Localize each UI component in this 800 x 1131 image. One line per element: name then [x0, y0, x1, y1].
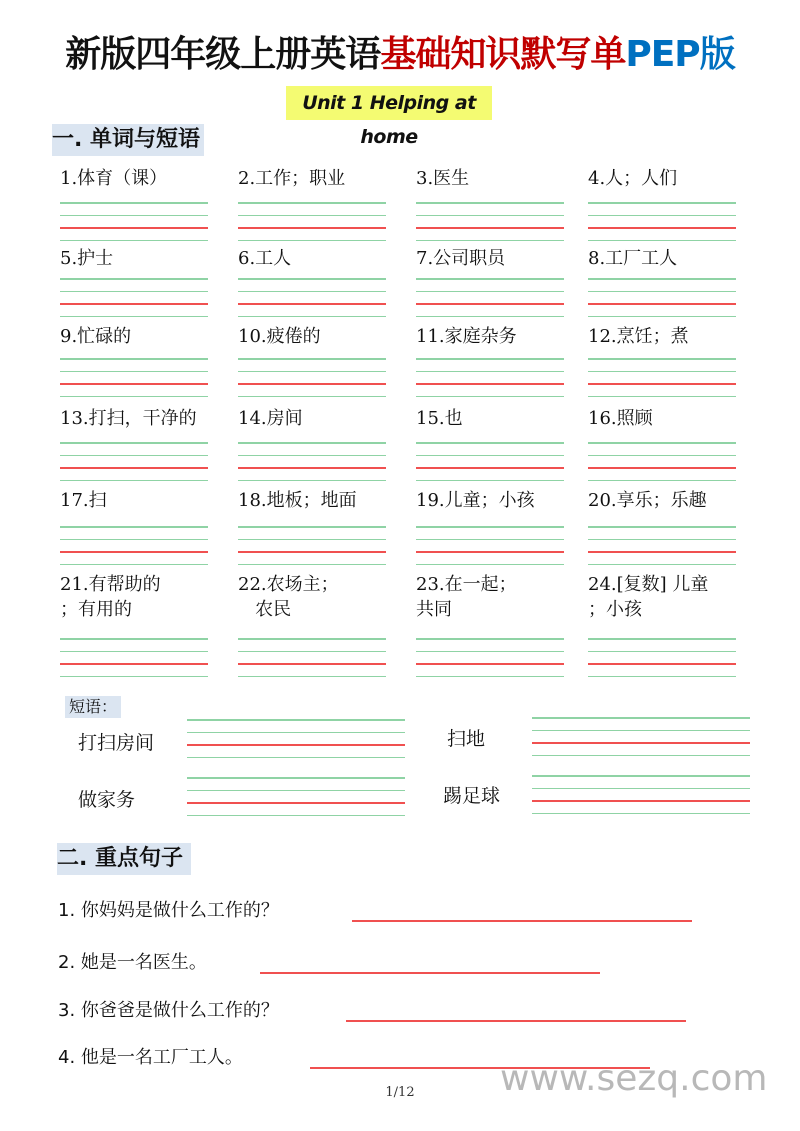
answer-line[interactable]: [346, 1020, 686, 1022]
writing-line: [60, 215, 208, 217]
writing-line: [588, 676, 736, 678]
word-item: [588, 166, 738, 216]
writing-line: [60, 539, 208, 541]
answer-line[interactable]: [352, 920, 692, 922]
page-number: 1/12: [385, 1085, 415, 1100]
word-item: [588, 246, 738, 296]
writing-line: [416, 316, 564, 318]
writing-lines[interactable]: [416, 638, 564, 688]
word-prompt: 23.在一起； 共同: [416, 574, 517, 620]
word-prompt: 5.护士: [60, 248, 114, 269]
writing-line: [187, 802, 405, 804]
writing-lines[interactable]: [588, 526, 736, 576]
writing-line: [416, 564, 564, 566]
writing-line: [238, 539, 386, 541]
phrase-writing-lines[interactable]: [532, 775, 750, 825]
writing-lines[interactable]: [60, 526, 208, 576]
word-prompt: 1.体育（课）: [60, 168, 168, 189]
writing-line: [60, 564, 208, 566]
writing-line: [416, 215, 564, 217]
writing-line: [238, 480, 386, 482]
writing-line: [60, 480, 208, 482]
word-prompt: 16.照顾: [588, 408, 653, 429]
word-item: [60, 246, 210, 296]
word-item: [416, 488, 566, 538]
writing-line: [416, 539, 564, 541]
writing-lines[interactable]: [60, 278, 208, 328]
writing-line: [532, 788, 750, 790]
word-prompt: 8.工厂工人: [588, 248, 678, 269]
writing-lines[interactable]: [238, 638, 386, 688]
writing-line: [60, 442, 208, 444]
phrase-prompt: 踢足球: [443, 785, 501, 807]
writing-line: [588, 539, 736, 541]
writing-line: [60, 651, 208, 653]
writing-line: [60, 663, 208, 665]
writing-line: [238, 663, 386, 665]
writing-lines[interactable]: [60, 202, 208, 252]
writing-line: [60, 551, 208, 553]
writing-line: [416, 480, 564, 482]
writing-line: [238, 227, 386, 229]
writing-lines[interactable]: [416, 442, 564, 492]
writing-line: [60, 638, 208, 640]
phrase-prompt: 扫地: [447, 728, 486, 750]
writing-line: [588, 467, 736, 469]
word-item: [60, 488, 210, 538]
word-prompt: 3.医生: [416, 168, 470, 189]
writing-line: [238, 383, 386, 385]
sentence-prompt: 1. 你妈妈是做什么工作的？: [58, 900, 279, 921]
word-item: [238, 166, 388, 216]
writing-line: [588, 638, 736, 640]
writing-line: [238, 371, 386, 373]
writing-line: [60, 278, 208, 280]
word-prompt: 14.房间: [238, 408, 303, 429]
word-item: [60, 324, 210, 374]
word-prompt: 2.工作；职业: [238, 168, 346, 189]
writing-line: [60, 316, 208, 318]
writing-line: [187, 744, 405, 746]
word-prompt: 6.工人: [238, 248, 292, 269]
word-item: [588, 572, 738, 622]
section2-heading: 二. 重点句子: [57, 843, 191, 875]
writing-lines[interactable]: [416, 278, 564, 328]
word-item: [416, 324, 566, 374]
writing-line: [532, 800, 750, 802]
writing-line: [588, 383, 736, 385]
writing-line: [416, 651, 564, 653]
writing-lines[interactable]: [238, 526, 386, 576]
writing-line: [588, 202, 736, 204]
word-prompt: 7.公司职员: [416, 248, 506, 269]
writing-line: [416, 240, 564, 242]
writing-line: [416, 396, 564, 398]
writing-lines[interactable]: [60, 442, 208, 492]
word-item: [238, 324, 388, 374]
writing-line: [588, 215, 736, 217]
writing-line: [60, 467, 208, 469]
writing-lines[interactable]: [416, 526, 564, 576]
writing-line: [416, 442, 564, 444]
writing-lines[interactable]: [588, 442, 736, 492]
writing-line: [60, 291, 208, 293]
writing-line: [60, 676, 208, 678]
phrase-prompt: 做家务: [78, 789, 136, 811]
writing-line: [588, 396, 736, 398]
writing-line: [238, 303, 386, 305]
word-prompt: 10.疲倦的: [238, 326, 321, 347]
writing-line: [238, 278, 386, 280]
writing-line: [416, 383, 564, 385]
writing-lines[interactable]: [416, 358, 564, 408]
writing-line: [416, 202, 564, 204]
writing-line: [238, 564, 386, 566]
writing-line: [416, 551, 564, 553]
writing-line: [238, 316, 386, 318]
writing-line: [532, 755, 750, 757]
writing-line: [238, 526, 386, 528]
writing-line: [588, 240, 736, 242]
writing-line: [238, 551, 386, 553]
word-prompt: 24.[复数] 儿童 ；小孩: [588, 574, 709, 620]
writing-lines[interactable]: [60, 638, 208, 688]
writing-line: [60, 303, 208, 305]
writing-line: [238, 676, 386, 678]
writing-line: [532, 742, 750, 744]
answer-line[interactable]: [260, 972, 600, 974]
word-prompt: 20.享乐；乐趣: [588, 490, 707, 511]
word-item: [416, 406, 566, 456]
phrases-label: 短语：: [65, 696, 121, 718]
word-prompt: 19.儿童；小孩: [416, 490, 535, 511]
writing-line: [187, 790, 405, 792]
word-item: [238, 572, 388, 622]
word-item: [588, 406, 738, 456]
writing-line: [60, 358, 208, 360]
writing-lines[interactable]: [60, 358, 208, 408]
writing-line: [588, 551, 736, 553]
writing-line: [588, 480, 736, 482]
writing-lines[interactable]: [416, 202, 564, 252]
writing-lines[interactable]: [588, 638, 736, 688]
writing-line: [588, 358, 736, 360]
writing-line: [588, 526, 736, 528]
writing-line: [60, 240, 208, 242]
word-item: [416, 246, 566, 296]
writing-line: [416, 467, 564, 469]
writing-line: [416, 455, 564, 457]
writing-lines[interactable]: [238, 278, 386, 328]
word-prompt: 15.也: [416, 408, 463, 429]
writing-line: [532, 730, 750, 732]
writing-line: [416, 227, 564, 229]
title-part3: PEP版: [625, 34, 735, 75]
writing-line: [238, 442, 386, 444]
writing-line: [588, 663, 736, 665]
writing-line: [60, 396, 208, 398]
word-prompt: 22.农场主； 农民: [238, 574, 339, 620]
phrase-writing-lines[interactable]: [187, 719, 405, 769]
writing-line: [187, 815, 405, 817]
page-title: [0, 26, 800, 77]
writing-line: [416, 663, 564, 665]
word-prompt: 21.有帮助的 ；有用的: [60, 574, 161, 620]
word-item: [60, 572, 210, 622]
writing-line: [588, 291, 736, 293]
word-prompt: 9.忙碌的: [60, 326, 132, 347]
writing-line: [60, 202, 208, 204]
word-item: [416, 166, 566, 216]
writing-line: [588, 278, 736, 280]
word-prompt: 12.烹饪；煮: [588, 326, 689, 347]
writing-lines[interactable]: [588, 202, 736, 252]
writing-line: [588, 371, 736, 373]
writing-line: [532, 717, 750, 719]
writing-line: [416, 526, 564, 528]
writing-line: [238, 240, 386, 242]
writing-line: [416, 676, 564, 678]
writing-line: [588, 227, 736, 229]
word-prompt: 17.扫: [60, 490, 107, 511]
writing-line: [60, 526, 208, 528]
writing-line: [588, 303, 736, 305]
writing-line: [238, 291, 386, 293]
word-item: [238, 406, 388, 456]
word-item: [60, 166, 210, 216]
writing-line: [60, 227, 208, 229]
phrase-writing-lines[interactable]: [532, 717, 750, 767]
writing-line: [238, 396, 386, 398]
writing-line: [416, 291, 564, 293]
writing-line: [416, 371, 564, 373]
word-prompt: 4.人；人们: [588, 168, 678, 189]
writing-line: [588, 651, 736, 653]
section1-heading: 一. 单词与短语: [52, 124, 204, 156]
word-item: [60, 406, 210, 456]
writing-line: [238, 202, 386, 204]
writing-lines[interactable]: [238, 442, 386, 492]
word-item: [238, 488, 388, 538]
sentence-prompt: 4. 他是一名工厂工人。: [58, 1047, 243, 1068]
writing-line: [588, 564, 736, 566]
word-prompt: 18.地板；地面: [238, 490, 357, 511]
writing-line: [588, 455, 736, 457]
watermark: www.sezq.com: [500, 1058, 768, 1099]
writing-lines[interactable]: [238, 202, 386, 252]
unit-title: Unit 1 Helping at home: [286, 86, 492, 120]
writing-line: [238, 358, 386, 360]
writing-line: [187, 719, 405, 721]
writing-line: [60, 455, 208, 457]
word-prompt: 13.打扫，干净的: [60, 408, 197, 429]
writing-line: [187, 732, 405, 734]
writing-line: [532, 813, 750, 815]
writing-line: [532, 775, 750, 777]
title-part2: 基础知识默写单: [380, 34, 626, 75]
writing-line: [588, 316, 736, 318]
word-prompt: 11.家庭杂务: [416, 326, 517, 347]
word-item: [588, 324, 738, 374]
writing-line: [187, 757, 405, 759]
writing-line: [416, 278, 564, 280]
writing-lines[interactable]: [588, 358, 736, 408]
writing-line: [187, 777, 405, 779]
word-item: [238, 246, 388, 296]
writing-line: [238, 215, 386, 217]
writing-line: [238, 455, 386, 457]
writing-line: [238, 638, 386, 640]
writing-line: [416, 358, 564, 360]
title-part1: 新版四年级上册英语: [65, 34, 381, 75]
phrase-prompt: 打扫房间: [78, 732, 155, 754]
writing-line: [416, 303, 564, 305]
writing-line: [238, 651, 386, 653]
phrase-writing-lines[interactable]: [187, 777, 405, 827]
writing-lines[interactable]: [588, 278, 736, 328]
writing-line: [60, 383, 208, 385]
writing-line: [60, 371, 208, 373]
writing-line: [238, 467, 386, 469]
writing-line: [416, 638, 564, 640]
word-item: [588, 488, 738, 538]
writing-lines[interactable]: [238, 358, 386, 408]
sentence-prompt: 2. 她是一名医生。: [58, 952, 207, 973]
sentence-prompt: 3. 你爸爸是做什么工作的？: [58, 1000, 279, 1021]
writing-line: [588, 442, 736, 444]
word-item: [416, 572, 566, 622]
